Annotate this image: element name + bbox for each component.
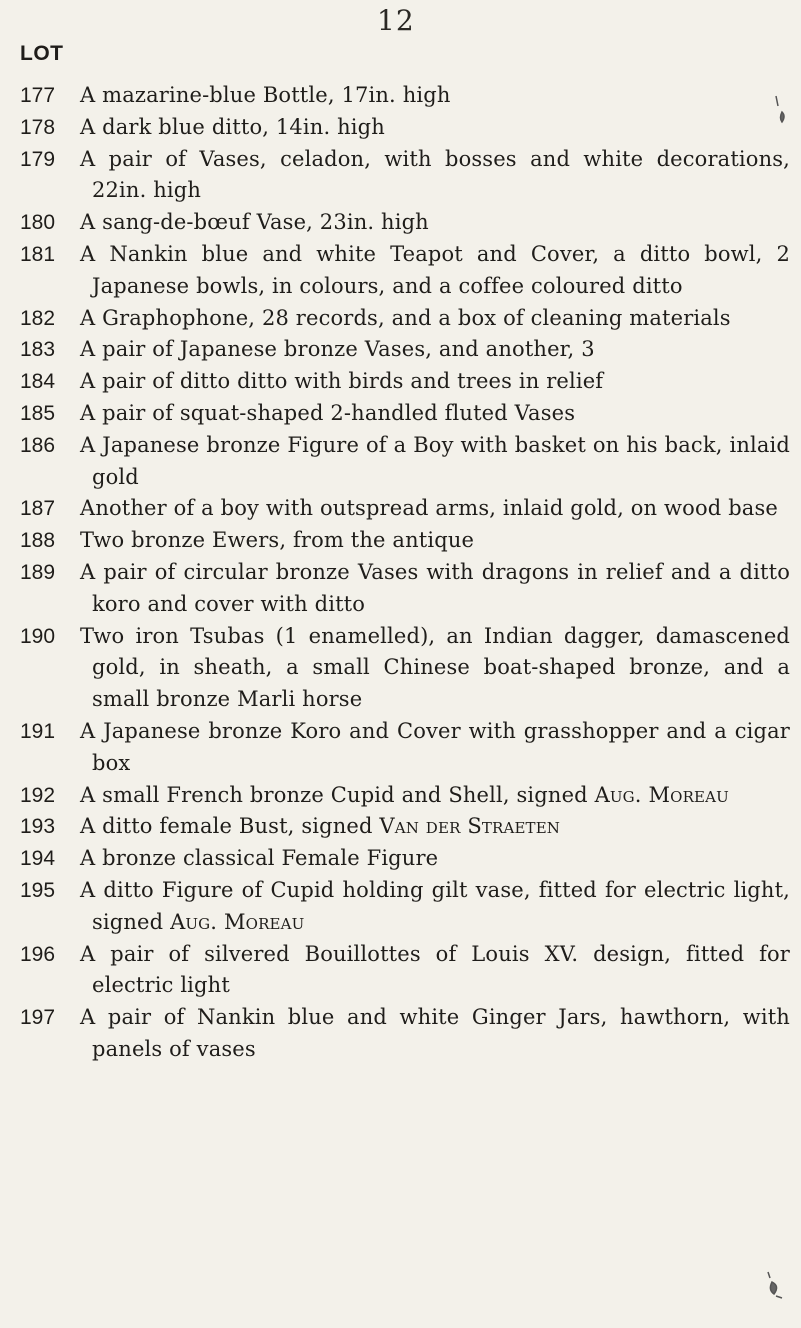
lot-row [20, 334, 790, 366]
lot-row [20, 366, 790, 398]
lot-description: A pair of silvered Bouillottes of Louis XV. design, fitted for electric light [80, 941, 790, 998]
lot-description: A small French bronze Cupid and Shell, signed Aug. Moreau [80, 782, 729, 807]
lot-description: A Japanese bronze Koro and Cover with grasshopper and a cigar box [80, 718, 790, 775]
lot-number: 182 [20, 306, 56, 330]
lot-description: Another of a boy with outspread arms, inlaid gold, on wood base [80, 496, 778, 521]
lot-row [20, 430, 790, 494]
lot-row [20, 557, 790, 621]
lot-description: A pair of Japanese bronze Vases, and another, 3 [80, 337, 595, 362]
lot-number: 187 [20, 497, 56, 521]
lot-number: 183 [20, 338, 56, 362]
lot-description: A ditto female Bust, signed Van der Straeten [80, 814, 561, 839]
lot-number: 186 [20, 433, 56, 457]
lot-row [20, 811, 790, 843]
lot-description: A pair of squat-shaped 2-handled fluted Vases [80, 400, 576, 425]
lot-number: 191 [20, 719, 56, 743]
lot-row [20, 716, 790, 780]
lot-row [20, 303, 790, 335]
lot-description: A mazarine-blue Bottle, 17in. high [80, 83, 451, 107]
lot-number: 193 [20, 815, 56, 839]
lot-row [20, 875, 790, 939]
lot-row [20, 1002, 790, 1066]
lot-number: 179 [20, 147, 56, 171]
lot-number: 188 [20, 529, 56, 553]
lot-description: A ditto Figure of Cupid holding gilt vase, fitted for electric light, signed Aug. Moreau [80, 877, 790, 934]
lot-description: A pair of Vases, celadon, with bosses and white decorations, 22in. high [80, 146, 790, 203]
lot-description: A Nankin blue and white Teapot and Cover, a ditto bowl, 2 Japanese bowls, in colours, and a coffee coloured ditto [80, 241, 790, 298]
lot-row [20, 112, 790, 144]
lot-row [20, 525, 790, 557]
lot-number: 194 [20, 847, 56, 871]
lot-number: 190 [20, 624, 56, 648]
ink-speck-mark [770, 92, 794, 132]
page-number: 12 [377, 4, 415, 37]
lot-row [20, 207, 790, 239]
lot-row [20, 939, 790, 1003]
lot-row [20, 239, 790, 303]
ink-speck-mark [760, 1268, 788, 1302]
lot-number: 178 [20, 115, 56, 139]
lot-number: 181 [20, 242, 56, 266]
lot-description: A sang-de-bœuf Vase, 23in. high [80, 210, 429, 235]
lot-number: 177 [20, 84, 56, 107]
lot-number: 195 [20, 878, 56, 902]
lot-row [20, 398, 790, 430]
lot-number: 197 [20, 1006, 56, 1030]
lot-description: Two bronze Ewers, from the antique [80, 528, 475, 553]
lot-description: A pair of circular bronze Vases with dragons in relief and a ditto koro and cover with ditto [80, 559, 790, 616]
lot-row [20, 780, 790, 812]
lot-description: A Graphophone, 28 records, and a box of cleaning materials [80, 305, 731, 330]
lot-description: A bronze classical Female Figure [80, 846, 439, 871]
lot-number: 180 [20, 211, 56, 235]
lot-description: A pair of ditto ditto with birds and trees in relief [80, 369, 604, 394]
lot-column-header: LOT [20, 42, 64, 65]
lot-row [20, 80, 790, 112]
lot-number: 184 [20, 370, 56, 394]
lot-number: 192 [20, 783, 56, 807]
lot-number: 196 [20, 942, 56, 966]
lot-row [20, 144, 790, 208]
lot-list [20, 80, 790, 1066]
lot-description: A dark blue ditto, 14in. high [80, 114, 385, 139]
lot-description: A Japanese bronze Figure of a Boy with basket on his back, inlaid gold [80, 432, 790, 489]
lot-number: 185 [20, 401, 56, 425]
lot-row [20, 843, 790, 875]
lot-row [20, 493, 790, 525]
lot-row [20, 621, 790, 716]
lot-description: A pair of Nankin blue and white Ginger Jars, hawthorn, with panels of vases [80, 1005, 790, 1061]
lot-description: Two iron Tsubas (1 enamelled), an Indian dagger, damascened gold, in sheath, a small Chinese boat-shaped bronze, and a small bronze Marli horse [80, 623, 790, 712]
lot-number: 189 [20, 560, 56, 584]
